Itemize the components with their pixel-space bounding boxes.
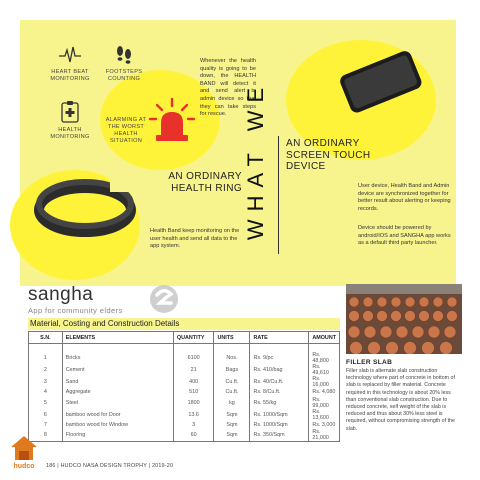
table-header-row bbox=[29, 332, 340, 344]
filler-slab-body: Filler slab is alternate slab construction technology where part of concrete in bottom of slab is replaced by filler material. Concrete required in this technology is about 20% less than conventional slab construction. Due to reduced concrete, self weight of the slab is reduced and thus about 30% less steel is required, without compromising strength of the slab. bbox=[346, 368, 455, 432]
cell-sn: 5 bbox=[29, 397, 63, 409]
feature-health-label: HEALTH MONITORING bbox=[50, 127, 90, 140]
cell-amount: Rs. 3,000 bbox=[309, 421, 340, 430]
cell-element: Aggregate bbox=[62, 388, 173, 397]
header-units: UNITS bbox=[214, 332, 250, 344]
cell-element: bamboo wood for Door bbox=[62, 409, 173, 421]
cell-rate: Rs. 8/Cu.ft. bbox=[250, 388, 309, 397]
cell-sn: 8 bbox=[29, 429, 63, 442]
screen-body-1: User device, Health Band and Admin device are synchronized together for better result about alerting or keeping records. bbox=[358, 183, 451, 212]
cell-rate: Rs. 9/pc bbox=[250, 352, 309, 364]
cell-sn: 6 bbox=[29, 409, 63, 421]
cell-rate: Rs. 1000/Sqm bbox=[250, 421, 309, 430]
feature-health bbox=[42, 100, 98, 141]
whenever-text: Whenever the health quality is going to be down, the HEALTH BAND will detect it and send alert to admin device so that they can take steps for rescue. bbox=[200, 58, 256, 118]
cell-units: Cu.ft. bbox=[214, 376, 250, 388]
filler-slab-title: FILLER SLAB bbox=[346, 359, 393, 366]
cell-amount: Rs. 49,610 bbox=[309, 364, 340, 376]
table-row bbox=[29, 409, 340, 421]
cell-rate: Rs. 350/Sqm bbox=[250, 429, 309, 442]
cell-sn: 1 bbox=[29, 352, 63, 364]
cell-sn: 3 bbox=[29, 376, 63, 388]
feature-alarming-label: ALARMING AT THE WORST HEALTH SITUATION bbox=[105, 117, 147, 144]
page-footer: 186 | HUDCO NASA DESIGN TROPHY | 2019-20 bbox=[46, 463, 174, 469]
cell-rate: Rs. 410/bag bbox=[250, 364, 309, 376]
cell-amount: Rs. 48,800 bbox=[309, 352, 340, 364]
header-amount: AMOUNT bbox=[309, 332, 340, 344]
cell-amount: Rs. 16,000 bbox=[309, 376, 340, 388]
cell-element: bamboo wood for Window bbox=[62, 421, 173, 430]
table-row bbox=[29, 397, 340, 409]
table-row bbox=[29, 376, 340, 388]
sangha-subtitle: App for community elders bbox=[28, 306, 123, 315]
feature-heart-beat bbox=[40, 44, 100, 83]
health-ring-image bbox=[30, 172, 140, 242]
sangha-logo-icon bbox=[148, 284, 180, 314]
cell-quantity: 13.6 bbox=[173, 409, 214, 421]
cell-rate: Rs. 40/Cu.ft. bbox=[250, 376, 309, 388]
cell-rate: Rs. 1000/Sqm bbox=[250, 409, 309, 421]
what-we-text: WHAT WE bbox=[243, 79, 268, 241]
cell-amount: Rs. 21,000 bbox=[309, 429, 340, 442]
screen-body-2: Device should be powered by android/IOS and SANGHA app works as a default third party launcher. bbox=[358, 225, 451, 247]
table-row bbox=[29, 429, 340, 442]
cell-units: Sqm bbox=[214, 409, 250, 421]
cell-element: Flooring bbox=[62, 429, 173, 442]
feature-heart-beat-label: HEART BEAT MONITORING bbox=[50, 69, 90, 82]
hudco-logo-mark-icon bbox=[9, 434, 39, 462]
feature-footsteps bbox=[96, 44, 152, 83]
cell-amount: Rs. 4,080 bbox=[309, 388, 340, 397]
cell-quantity: 510 bbox=[173, 388, 214, 397]
cell-quantity: 6100 bbox=[173, 352, 214, 364]
table-row bbox=[29, 421, 340, 430]
what-we-vertical-title bbox=[236, 60, 276, 260]
smartphone-image bbox=[326, 50, 436, 120]
cell-sn: 4 bbox=[29, 388, 63, 397]
cell-units: Nos. bbox=[214, 352, 250, 364]
cell-sn: 7 bbox=[29, 421, 63, 430]
material-section-title: Material, Costing and Construction Details bbox=[28, 318, 340, 330]
header-rate: RATE bbox=[250, 332, 309, 344]
table-row bbox=[29, 352, 340, 364]
ring-heading: AN ORDINARY HEALTH RING bbox=[168, 171, 242, 194]
alarm-siren-icon bbox=[145, 95, 199, 145]
filler-slab-photo bbox=[346, 284, 462, 354]
cell-quantity: 3 bbox=[173, 421, 214, 430]
cell-units: Sqm bbox=[214, 429, 250, 442]
header-sn: S.N. bbox=[29, 332, 63, 344]
cell-units: Sqm bbox=[214, 421, 250, 430]
header-elements: ELEMENTS bbox=[62, 332, 173, 344]
cell-units: Cu.ft. bbox=[214, 388, 250, 397]
heartbeat-icon bbox=[58, 44, 82, 66]
cell-amount: Rs. 13,600 bbox=[309, 409, 340, 421]
table-row bbox=[29, 364, 340, 376]
cell-quantity: 1800 bbox=[173, 397, 214, 409]
hudco-logo-text: hudco bbox=[13, 463, 35, 470]
cell-element: Steel bbox=[62, 397, 173, 409]
table-spacer-row bbox=[29, 344, 340, 353]
health-clipboard-icon bbox=[58, 100, 82, 124]
ring-body: Health Band keep monitoring on the user health and send all data to the app system. bbox=[150, 228, 240, 250]
cell-element: Sand bbox=[62, 376, 173, 388]
cell-amount: Rs. 99,000 bbox=[309, 397, 340, 409]
vertical-divider bbox=[278, 136, 279, 254]
material-cost-table bbox=[28, 331, 340, 442]
cell-quantity: 21 bbox=[173, 364, 214, 376]
screen-heading: AN ORDINARY SCREEN TOUCH DEVICE bbox=[286, 138, 371, 172]
cell-quantity: 60 bbox=[173, 429, 214, 442]
hudco-logo bbox=[6, 434, 42, 474]
cell-rate: Rs. 55/kg bbox=[250, 397, 309, 409]
cell-element: Bricks bbox=[62, 352, 173, 364]
feature-footsteps-label: FOOTSTEPS COUNTING bbox=[105, 69, 143, 82]
cell-quantity: 400 bbox=[173, 376, 214, 388]
cell-units: kg bbox=[214, 397, 250, 409]
footsteps-icon bbox=[112, 44, 136, 66]
cell-element: Cement bbox=[62, 364, 173, 376]
cell-sn: 2 bbox=[29, 364, 63, 376]
table-row bbox=[29, 388, 340, 397]
sangha-title: sangha bbox=[28, 284, 94, 305]
header-quantity: QUANTITY bbox=[173, 332, 214, 344]
cell-units: Bags bbox=[214, 364, 250, 376]
